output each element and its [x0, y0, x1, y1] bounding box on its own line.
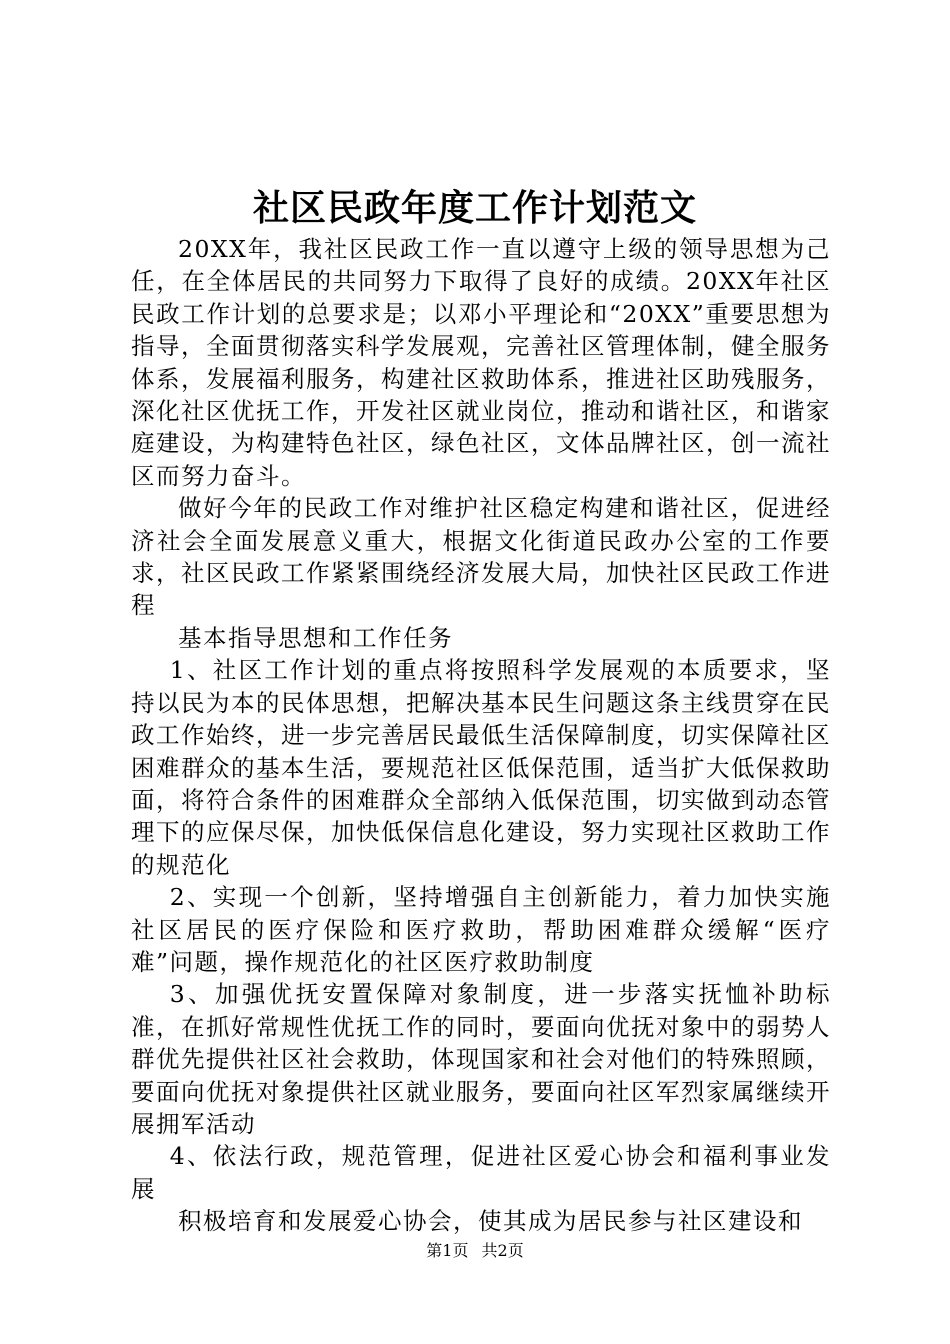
paragraph-item-2: 2、实现一个创新，坚持增强自主创新能力，着力加快实施社区居民的医疗保险和医疗救助，帮助困难群众缓解“医疗难”问题，操作规范化的社区医疗救助制度: [131, 883, 831, 976]
section-heading-guidance: 基本指导思想和工作任务: [178, 623, 453, 652]
page-number: 第1页: [426, 1241, 469, 1260]
paragraph-item-1: 1、社区工作计划的重点将按照科学发展观的本质要求，坚持以民为本的民体思想，把解决基本民生问题这条主线贯穿在民政工作始终，进一步完善居民最低生活保障制度，切实保障社区困难群众的基本生活，要规范社区低保范围，适当扩大低保救助面，将符合条件的困难群众全部纳入低保范围，切实做到动态管理下的应保尽保，加快低保信息化建设，努力实现社区救助工作的规范化: [131, 656, 831, 879]
paragraph-significance: 做好今年的民政工作对维护社区稳定构建和谐社区，促进经济社会全面发展意义重大，根据文化街道民政办公室的工作要求，社区民政工作紧紧围绕经济发展大局，加快社区民政工作进程: [131, 494, 831, 620]
paragraph-intro: 20XX年，我社区民政工作一直以遵守上级的领导思想为己任，在全体居民的共同努力下取得了良好的成绩。20XX年社区民政工作计划的总要求是；以邓小平理论和“20XX”重要思想为指导，全面贯彻落实科学发展观，完善社区管理体制，健全服务体系，发展福利服务，构建社区救助体系，推进社区助残服务，深化社区优抚工作，开发社区就业岗位，推动和谐社区，和谐家庭建设，为构建特色社区，绿色社区，文体品牌社区，创一流社区而努力奋斗。: [131, 235, 831, 490]
paragraph-item-3: 3、加强优抚安置保障对象制度，进一步落实抚恤补助标准，在抓好常规性优抚工作的同时，要面向优抚对象中的弱势人群优先提供社区社会救助，体现国家和社会对他们的特殊照顾，要面向优抚对象提供社区就业服务，要面向社区军烈家属继续开展拥军活动: [131, 980, 831, 1138]
page-footer: [0, 1240, 950, 1262]
page-total: 共2页: [481, 1241, 524, 1260]
paragraph-item-4: 4、依法行政，规范管理，促进社区爱心协会和福利事业发展: [131, 1142, 831, 1203]
document-title: 社区民政年度工作计划范文: [252, 187, 697, 229]
document-body: [131, 233, 831, 1238]
paragraph-continued: 积极培育和发展爱心协会，使其成为居民参与社区建设和: [178, 1207, 803, 1236]
